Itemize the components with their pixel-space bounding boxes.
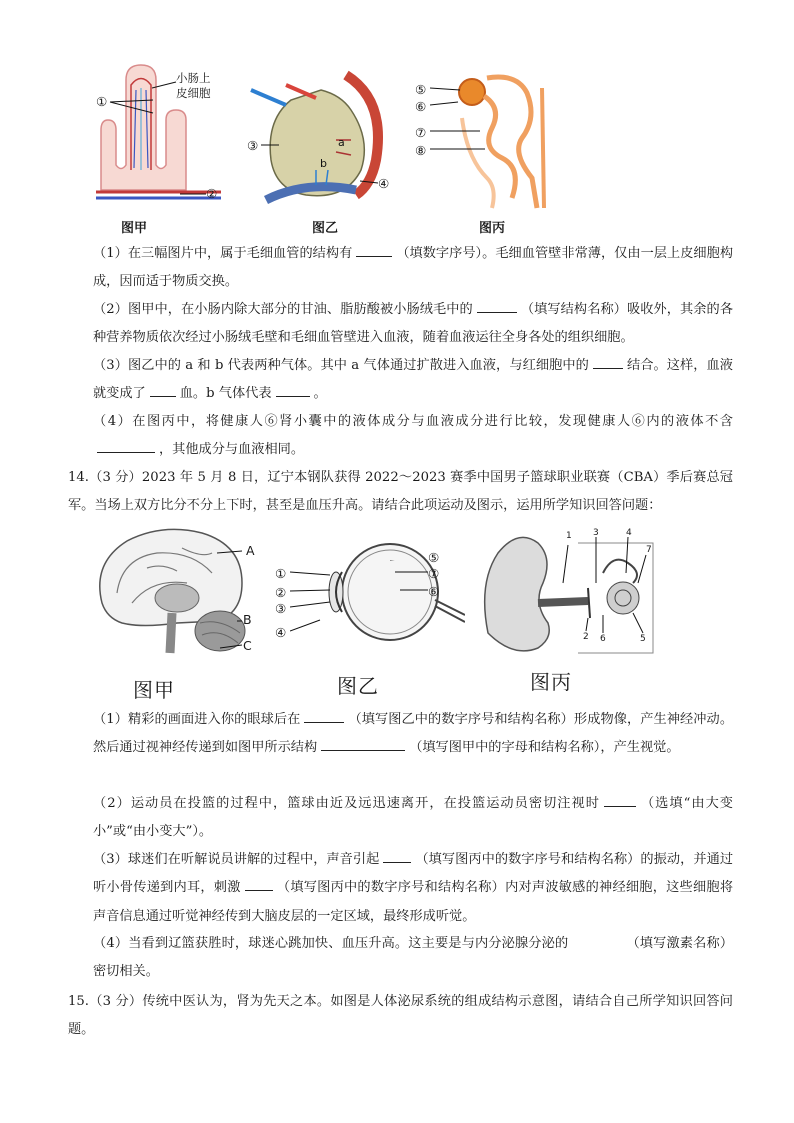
label-b: b — [320, 157, 327, 170]
label-5: ⑤ — [415, 82, 427, 97]
label-3: ③ — [247, 138, 259, 153]
q13-blank-2[interactable] — [477, 300, 517, 313]
q14-part-3: （3）球迷们在听解说员讲解的过程中，声音引起 （填写图丙中的数字序号和结构名称）的振动，并通过听小骨传递到内耳，刺激 （填写图丙中的数字序号和结构名称）内对声波敏感的神经细胞，这些细胞将声音信息通过听觉神经传到大脑皮层的一定区域，最终形成听觉。 — [93, 852, 734, 924]
ear-label-2: 2 — [583, 632, 589, 642]
caption-fig-yi: 图乙 — [312, 221, 339, 236]
q14-blank-1[interactable] — [304, 710, 344, 723]
q14-part-2: （2）运动员在投篮的过程中，篮球由近及远迅速离开，在投篮运动员密切注视时 （选填“由大变小”或“由小变大”）。 — [93, 796, 733, 840]
eye-label-6: ⑥ — [428, 584, 440, 599]
q13-part-1: （1）在三幅图片中，属于毛细血管的结构有 （填数字序号）。毛细血管壁非常薄，仅由一层上皮细胞构成，因而适于物质交换。 — [93, 246, 734, 290]
figure-alveolus — [246, 70, 396, 210]
q14-blank-4[interactable] — [383, 850, 411, 863]
label-7: ⑦ — [415, 125, 427, 140]
caption-q14-fig-yi: 图乙 — [337, 674, 379, 698]
q13-part-2: （2）图甲中，在小肠内除大部分的甘油、脂肪酸被小肠绒毛中的 （填写结构名称）吸收外，其余的各种营养物质依次经过小肠绒毛壁和毛细血管壁进入血液，随着血液运往全身各处的组织细胞。 — [93, 302, 734, 346]
figure-ear — [478, 523, 658, 658]
eye-label-1: ① — [275, 566, 287, 581]
caption-fig-bing: 图丙 — [479, 221, 506, 236]
q14-part-1: （1）精彩的画面进入你的眼球后在 （填写图乙中的数字序号和结构名称）形成物像，产生神经冲动。然后通过视神经传递到如图甲所示结构 （填写图甲中的字母和结构名称），产生视觉。 — [93, 712, 734, 756]
label-6: ⑥ — [415, 99, 427, 114]
q13-blank-3[interactable] — [593, 356, 623, 369]
ear-label-6: 6 — [600, 634, 606, 644]
caption-q14-fig-bing: 图丙 — [530, 670, 572, 694]
q13-part-4: （4）在图丙中，将健康人⑥肾小囊中的液体成分与血液成分进行比较，发现健康人⑥内的液体不含，其他成分与血液相同。 — [93, 414, 733, 458]
label-2: ② — [206, 186, 218, 201]
eye-label-2: ② — [275, 585, 287, 600]
label-a: a — [338, 136, 345, 149]
caption-fig-jia: 图甲 — [121, 221, 148, 236]
ear-label-5: 5 — [640, 634, 646, 644]
eye-label-4: ④ — [275, 625, 287, 640]
q15-stem: 15.（3 分）传统中医认为，肾为先天之本。如图是人体泌尿系统的组成结构示意图，请结合自己所学知识回答问题。 — [68, 994, 733, 1038]
label-4: ④ — [378, 176, 390, 191]
caption-q14-fig-jia: 图甲 — [133, 678, 175, 702]
figure-brain — [92, 523, 267, 658]
ear-label-3: 3 — [593, 528, 599, 538]
cell-label-1: 小肠上 — [176, 71, 211, 85]
q14-blank-3[interactable] — [604, 794, 636, 807]
q14-blank-2[interactable] — [321, 738, 405, 751]
ear-label-4: 4 — [626, 528, 632, 538]
q14-part-4: （4）当看到辽篮获胜时，球迷心跳加快、血压升高。这主要是与内分泌腺分泌的 （填写激素名称）密切相关。 — [93, 936, 734, 980]
eye-label-3: ③ — [275, 601, 287, 616]
q13-blank-1[interactable] — [356, 244, 392, 257]
q14-stem: 14.（3 分）2023 年 5 月 8 日，辽宁本钢队获得 2022～2023 赛季中国男子篮球职业联赛（CBA）季后赛总冠军。当场上双方比分不分上下时，甚至是血压升高。请结合此项运动及图示，运用所学知识回答问题： — [68, 470, 733, 514]
brain-label-C: C — [243, 638, 252, 653]
eye-label-7: ⑦ — [428, 566, 440, 581]
ear-label-1: 1 — [566, 531, 572, 541]
label-8: ⑧ — [415, 143, 427, 158]
q13-blank-6[interactable] — [97, 440, 155, 453]
cell-label-2: 皮细胞 — [176, 86, 211, 100]
q14-blank-5[interactable] — [245, 878, 273, 891]
brain-label-B: B — [243, 612, 252, 627]
ear-label-7: 7 — [646, 545, 652, 555]
q13-blank-4[interactable] — [150, 384, 176, 397]
brain-label-A: A — [246, 543, 255, 558]
q14-blank-6[interactable] — [572, 934, 622, 947]
eye-label-5: ⑤ — [428, 550, 440, 565]
label-1: ① — [96, 94, 108, 109]
q13-part-3: （3）图乙中的 a 和 b 代表两种气体。其中 a 气体通过扩散进入血液，与红细胞中的 结合。这样，血液就变成了 血。b 气体代表 。 — [93, 358, 733, 402]
q13-blank-5[interactable] — [276, 384, 310, 397]
